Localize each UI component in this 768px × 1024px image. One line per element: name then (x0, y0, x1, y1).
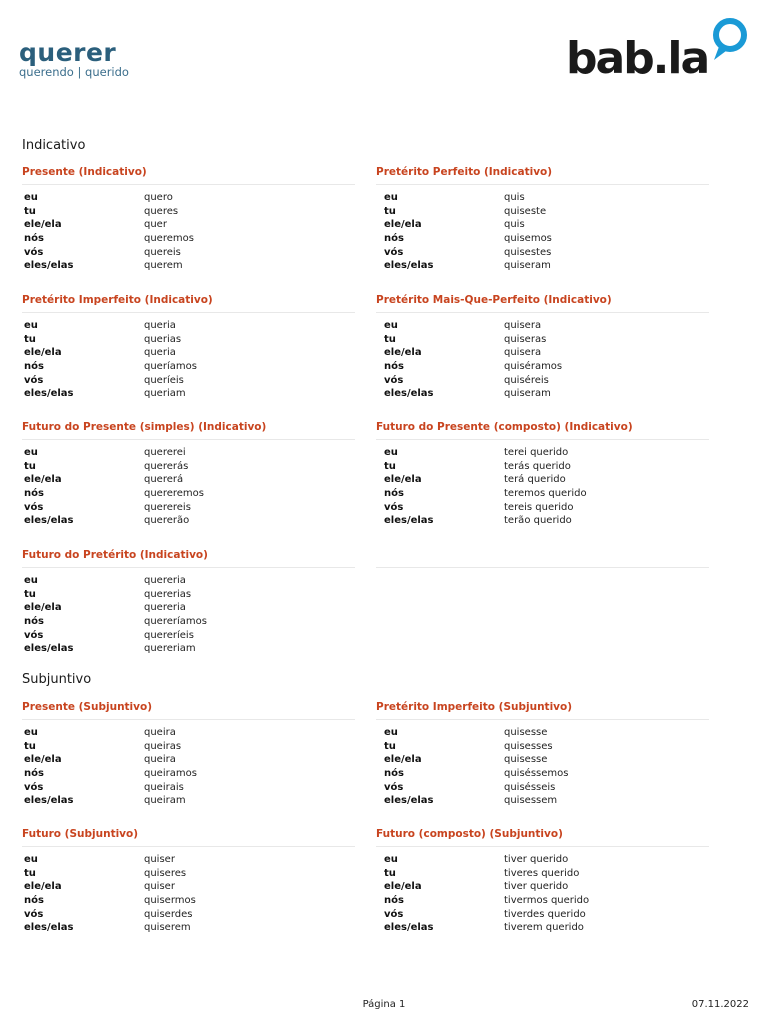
verb-form: tiveres querido (504, 867, 580, 879)
verb-form: quererás (144, 460, 189, 472)
verb-form: queria (144, 347, 176, 359)
conjugation-row (22, 460, 355, 474)
verb-form: quisésseis (504, 781, 556, 793)
pronoun: eu (384, 727, 398, 738)
conjugation-row (22, 218, 355, 232)
pronoun: nós (24, 616, 44, 628)
conjugation-row (22, 205, 355, 219)
conjugation-row (376, 446, 709, 460)
conjugation-row (22, 894, 355, 908)
conjugation-row (22, 601, 355, 615)
pronoun: eles/elas (384, 515, 434, 527)
verb-form: quiséramos (504, 361, 563, 373)
pronoun: eles/elas (384, 260, 434, 272)
tense-title: Futuro (Subjuntivo) (22, 828, 139, 840)
tense-title: Pretérito Imperfeito (Subjuntivo) (376, 701, 573, 713)
conjugation-row (376, 346, 709, 360)
verb-form: queríeis (144, 374, 184, 386)
pronoun: eles/elas (384, 795, 434, 807)
verb-form: quiserdes (144, 908, 193, 920)
verb-form: queríamos (144, 361, 197, 373)
verb-form: queira (144, 727, 176, 738)
conjugation-row (376, 487, 709, 501)
verb-form: quisesse (504, 754, 548, 766)
pronoun: tu (384, 460, 396, 472)
pronoun: eu (384, 447, 398, 458)
tense-title: Futuro do Pretérito (Indicativo) (22, 549, 208, 561)
conjugation-row (376, 726, 709, 740)
pronoun: ele/ela (384, 219, 422, 231)
pronoun: tu (24, 740, 36, 752)
verb-form: teremos querido (504, 488, 587, 500)
verb-form: terás querido (504, 460, 571, 472)
verb-form: quisemos (504, 233, 552, 245)
pronoun: eles/elas (24, 260, 74, 272)
verb-form: tiver querido (504, 881, 569, 893)
pronoun: ele/ela (24, 602, 62, 614)
pronoun: eu (384, 192, 398, 203)
conjugation-row (22, 446, 355, 460)
tense-title: Presente (Subjuntivo) (22, 701, 153, 713)
tense-title: Presente (Indicativo) (22, 166, 147, 178)
conjugation-row (376, 259, 709, 273)
divider (376, 439, 709, 440)
verb-form: queira (144, 754, 176, 766)
conjugation-row (22, 232, 355, 246)
verb-form: quereria (144, 602, 186, 614)
conjugation-row (22, 588, 355, 602)
conjugation-row (376, 908, 709, 922)
conjugation-row (376, 218, 709, 232)
verb-form: queres (144, 205, 179, 217)
pronoun: vós (24, 501, 44, 513)
verb-form: quiseram (504, 388, 551, 400)
conjugation-row (376, 514, 709, 528)
verb-form: queriam (144, 388, 186, 400)
pronoun: vós (384, 501, 404, 513)
verb-form: quiseste (504, 205, 547, 217)
divider (22, 184, 355, 185)
verb-form: queiramos (144, 768, 197, 780)
verb-form: querem (144, 260, 183, 272)
conjugation-row (22, 867, 355, 881)
pronoun: vós (24, 629, 44, 641)
tense-block (22, 828, 355, 935)
tense-title: Pretérito Imperfeito (Indicativo) (22, 294, 213, 306)
pronoun: nós (384, 768, 404, 780)
conjugation-row (22, 360, 355, 374)
conjugation-row (22, 374, 355, 388)
pronoun: ele/ela (384, 347, 422, 359)
conjugation-row (22, 642, 355, 656)
tense-block (376, 294, 709, 401)
conjugation-row (376, 781, 709, 795)
verb-form: quereis (144, 246, 181, 258)
pronoun: tu (384, 867, 396, 879)
verb-form: tivermos querido (504, 895, 590, 907)
pronoun: eles/elas (384, 388, 434, 400)
tense-title: Futuro do Presente (composto) (Indicativo) (376, 421, 633, 433)
conjugation-row (376, 740, 709, 754)
conjugation-row (376, 205, 709, 219)
verb-form: tereis querido (504, 501, 574, 513)
conjugation-row (22, 346, 355, 360)
conjugation-row (376, 319, 709, 333)
conjugation-row (22, 753, 355, 767)
pronoun: nós (24, 233, 44, 245)
pronoun: ele/ela (24, 474, 62, 486)
tense-block (376, 166, 709, 273)
pronoun: eu (24, 192, 38, 203)
verb-form: quereremos (144, 488, 204, 500)
conjugation-row (376, 460, 709, 474)
conjugation-row (376, 921, 709, 935)
tense-block (22, 166, 355, 273)
conjugation-row (22, 629, 355, 643)
verb-form: quereríeis (144, 629, 194, 641)
verb-form: queremos (144, 233, 194, 245)
conjugation-row (22, 514, 355, 528)
tense-block (376, 421, 709, 528)
babla-logo[interactable] (566, 14, 756, 84)
tense-block (376, 701, 709, 808)
pronoun: ele/ela (384, 754, 422, 766)
footer-date: 07.11.2022 (691, 999, 749, 1010)
divider (376, 719, 709, 720)
conjugation-row (22, 781, 355, 795)
conjugation-row (22, 880, 355, 894)
conjugation-row (376, 794, 709, 808)
conjugation-row (376, 191, 709, 205)
verb-form: quero (144, 192, 173, 203)
pronoun: vós (384, 246, 404, 258)
divider (22, 846, 355, 847)
verb-form: quisessem (504, 795, 558, 807)
verb-form: quisestes (504, 246, 552, 258)
verb-form: tiverem querido (504, 922, 584, 934)
pronoun: tu (384, 333, 396, 345)
verb-form: quereriam (144, 643, 196, 655)
verb-form: quererei (144, 447, 186, 458)
pronoun: nós (24, 768, 44, 780)
conjugation-row (22, 740, 355, 754)
verb-form: quiser (144, 854, 175, 865)
section-title-subjuntivo: Subjuntivo (22, 672, 92, 687)
conjugation-row (22, 387, 355, 401)
divider (22, 567, 355, 568)
pronoun: vós (384, 908, 404, 920)
verb-form: terão querido (504, 515, 572, 527)
pronoun: nós (24, 488, 44, 500)
verb-form: queria (144, 320, 176, 331)
pronoun: nós (24, 361, 44, 373)
verb-form: quererá (144, 474, 184, 486)
divider (376, 846, 709, 847)
conjugation-row (376, 473, 709, 487)
conjugation-row (376, 894, 709, 908)
pronoun: ele/ela (24, 881, 62, 893)
verb-form: querias (144, 333, 182, 345)
tense-title: Pretérito Perfeito (Indicativo) (376, 166, 553, 178)
conjugation-row (376, 360, 709, 374)
divider (22, 312, 355, 313)
verb-form: quereríamos (144, 616, 207, 628)
verb-form: quisesse (504, 727, 548, 738)
conjugation-row (376, 333, 709, 347)
verb-form: querereis (144, 501, 191, 513)
conjugation-row (22, 921, 355, 935)
tense-block (376, 828, 709, 935)
conjugation-row (22, 473, 355, 487)
conjugation-row (376, 767, 709, 781)
conjugation-row (22, 794, 355, 808)
pronoun: tu (24, 333, 36, 345)
pronoun: ele/ela (24, 219, 62, 231)
divider (22, 439, 355, 440)
pronoun: eles/elas (24, 388, 74, 400)
verb-form: quer (144, 219, 167, 231)
pronoun: nós (24, 895, 44, 907)
conjugation-row (22, 259, 355, 273)
conjugation-row (376, 374, 709, 388)
conjugation-row (22, 487, 355, 501)
verb-form: queirais (144, 781, 184, 793)
verb-form: quiséssemos (504, 768, 569, 780)
speech-bubble-icon (706, 16, 752, 62)
pronoun: nós (384, 895, 404, 907)
tense-title-empty (376, 549, 709, 562)
divider (376, 184, 709, 185)
verb-form: quiseram (504, 260, 551, 272)
pronoun: ele/ela (384, 881, 422, 893)
conjugation-row (376, 880, 709, 894)
tense-block (22, 421, 355, 528)
verb-form: quiserem (144, 922, 191, 934)
verb-form: quisesses (504, 740, 553, 752)
pronoun: eles/elas (24, 643, 74, 655)
verb-form: tiverdes querido (504, 908, 586, 920)
conjugation-row (22, 615, 355, 629)
pronoun: eles/elas (384, 922, 434, 934)
pronoun: eu (24, 575, 38, 586)
verb-form: queiram (144, 795, 186, 807)
tense-title: Pretérito Mais-Que-Perfeito (Indicativo) (376, 294, 612, 306)
verb-form: quisera (504, 347, 542, 359)
conjugation-row (22, 191, 355, 205)
verb-form: quisera (504, 320, 542, 331)
conjugation-row (376, 387, 709, 401)
pronoun: vós (384, 781, 404, 793)
pronoun: eles/elas (24, 515, 74, 527)
pronoun: eu (24, 447, 38, 458)
pronoun: nós (384, 233, 404, 245)
conjugation-row (22, 501, 355, 515)
conjugation-row (22, 726, 355, 740)
divider (376, 312, 709, 313)
tense-block (22, 294, 355, 401)
pronoun: vós (24, 908, 44, 920)
pronoun: nós (384, 488, 404, 500)
verb-form: quisermos (144, 895, 196, 907)
conjugation-row (22, 574, 355, 588)
pronoun: tu (24, 205, 36, 217)
pronoun: nós (384, 361, 404, 373)
pronoun: tu (384, 740, 396, 752)
pronoun: ele/ela (384, 474, 422, 486)
verb-form: terá querido (504, 474, 566, 486)
verb-form: terei querido (504, 447, 569, 458)
verb-form: quiséreis (504, 374, 549, 386)
pronoun: eu (384, 854, 398, 865)
pronoun: eles/elas (24, 922, 74, 934)
verb-form: quiseres (144, 867, 187, 879)
tense-block (22, 701, 355, 808)
pronoun: eu (24, 727, 38, 738)
tense-title: Futuro do Presente (simples) (Indicativo) (22, 421, 267, 433)
conjugation-row (22, 908, 355, 922)
pronoun: eu (24, 320, 38, 331)
verb-form: quererias (144, 588, 192, 600)
divider (376, 567, 709, 568)
verb-form: quis (504, 192, 525, 203)
pronoun: ele/ela (24, 754, 62, 766)
conjugation-row (376, 246, 709, 260)
verb-form: queiras (144, 740, 182, 752)
verb-form: quiseras (504, 333, 547, 345)
verb-form: tiver querido (504, 854, 569, 865)
conjugation-row (22, 246, 355, 260)
pronoun: eu (24, 854, 38, 865)
pronoun: vós (24, 246, 44, 258)
conjugation-row (376, 853, 709, 867)
pronoun: vós (24, 781, 44, 793)
pronoun: vós (24, 374, 44, 386)
conjugation-row (22, 333, 355, 347)
conjugation-row (376, 867, 709, 881)
pronoun: vós (384, 374, 404, 386)
pronoun: tu (24, 867, 36, 879)
section-title-indicativo: Indicativo (22, 138, 86, 153)
verb-title: querer (19, 38, 117, 67)
pronoun: eu (384, 320, 398, 331)
verb-form: quis (504, 219, 525, 231)
verb-form: quererão (144, 515, 190, 527)
verb-form: quereria (144, 575, 186, 586)
pronoun: eles/elas (24, 795, 74, 807)
conjugation-row (376, 232, 709, 246)
divider (22, 719, 355, 720)
tense-title: Futuro (composto) (Subjuntivo) (376, 828, 563, 840)
verb-form: quiser (144, 881, 175, 893)
conjugation-row (376, 753, 709, 767)
tense-block-empty (376, 549, 709, 574)
pronoun: tu (384, 205, 396, 217)
conjugation-row (22, 319, 355, 333)
pronoun: tu (24, 460, 36, 472)
verb-forms: querendo | querido (19, 65, 129, 79)
conjugation-row (22, 853, 355, 867)
logo-wordmark: bab.la (566, 33, 709, 84)
tense-block (22, 549, 355, 656)
pronoun: ele/ela (24, 347, 62, 359)
page-number: Página 1 (362, 999, 406, 1010)
pronoun: tu (24, 588, 36, 600)
conjugation-row (376, 501, 709, 515)
conjugation-row (22, 767, 355, 781)
